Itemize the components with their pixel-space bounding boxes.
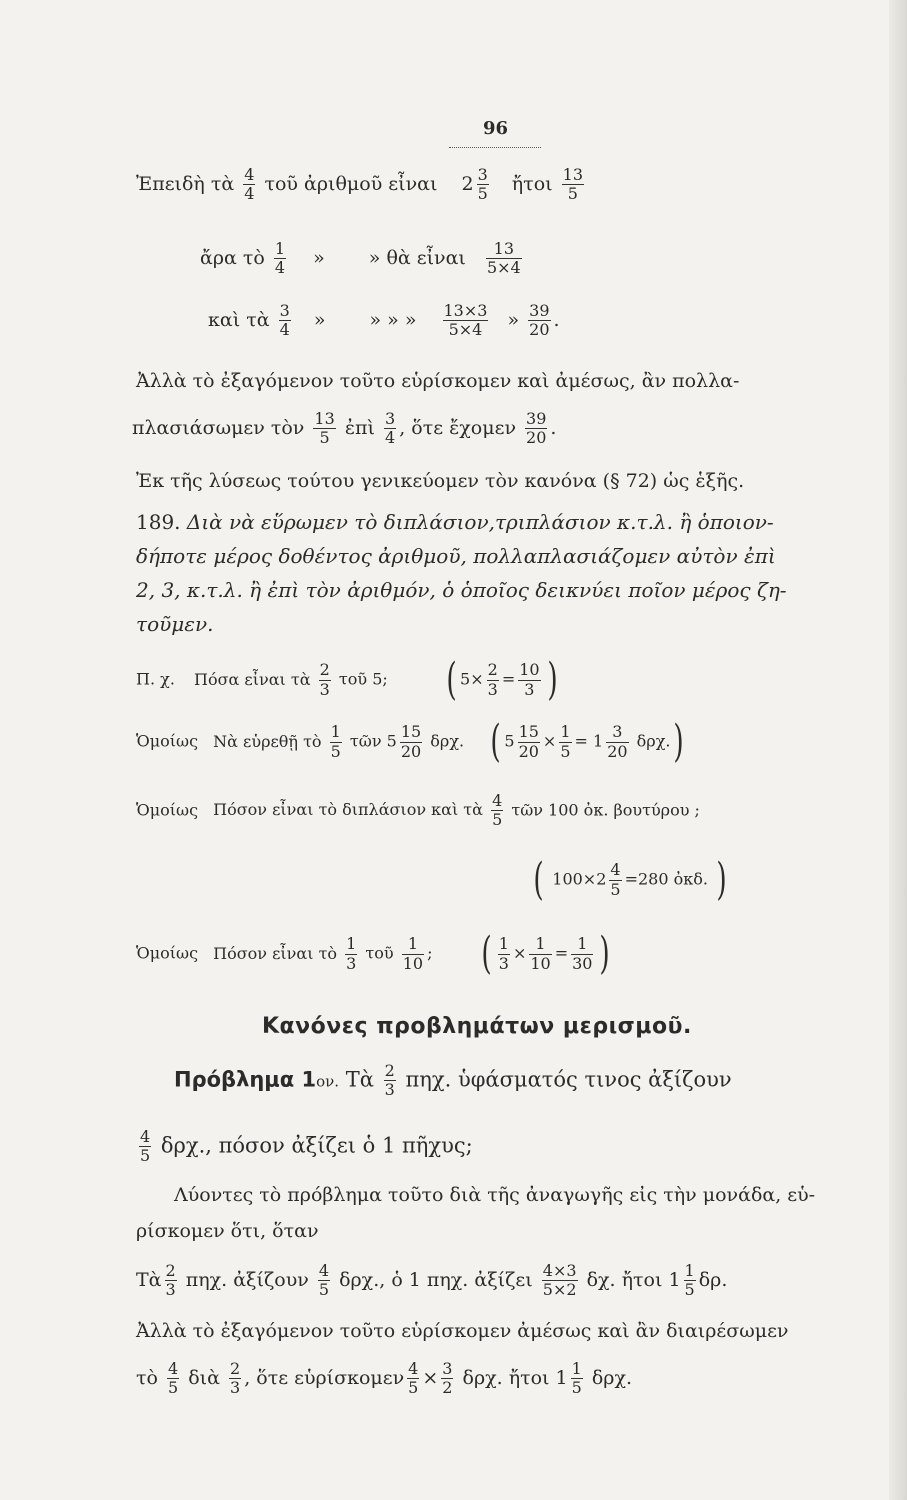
fraction: $\frac{39}{20}$ [529,301,550,340]
left-paren: ( [490,716,501,767]
example-3-answer: ( 100×2 $\frac{4}{5}$ =280 ὀκδ. ) [533,854,727,905]
problem-1-line-2: $\frac{4}{5}$ δρχ., πόσον ἀξίζει ὁ 1 πῆχυς; [140,1127,473,1166]
line-6: Ἐκ τῆς λύσεως τούτου γενικεύομεν τὸν κανόνα (§ 72) ὡς ἑξῆς. [136,470,745,492]
fraction: $\frac{4}{5}$ [492,791,503,830]
rule-189-line-1: 189. Διὰ νὰ εὕρωμεν τὸ διπλάσιον,τριπλάσιον κ.τ.λ. ἢ ὁποιον- [136,510,774,534]
fraction: $\frac{15}{20}$ [400,722,422,761]
fraction: $\frac{3}{2}$ [442,1359,453,1398]
fraction: $\frac{1}{5}$ [571,1359,582,1398]
line-3: καὶ τὰ $\frac{3}{4}$ » » » » $\frac{13\times 3}{5\times 4}$ » $\frac{39}{20}$ . [208,301,560,340]
page-edge [889,0,907,1500]
right-paren: ) [716,854,727,905]
fraction: $\frac{4}{5}$ [610,860,621,899]
fraction: $\frac{3}{4}$ [385,409,396,448]
solution-line-3: Τὰ $\frac{2}{3}$ πηχ. ἀξίζουν $\frac{4}{5}$ δρχ., ὁ 1 πηχ. ἀξίζει $\frac{4\times 3}{5\times 2}$ δχ. ἤτοι 1 $\frac{1}{5}$ δρ. [136,1261,728,1300]
fraction: $\frac{1}{10}$ [402,934,424,973]
fraction: $\frac{4}{5}$ [408,1359,419,1398]
fraction: $\frac{2}{3}$ [384,1061,395,1100]
example-2: Ὁμοίως Νὰ εὑρεθῇ τὸ $\frac{1}{5}$ τῶν 5 $\frac{15}{20}$ δρχ. ( 5 $\frac{15}{20}$ × $\frac{1}{5}$ = 1 $\frac{3}{20}$ δρχ.) [136,716,685,767]
fraction: $\frac{4}{5}$ [140,1127,151,1166]
page-number: 96 [483,118,509,139]
fraction: $\frac{4}{5}$ [318,1261,330,1300]
example-1: Π. χ. Πόσα εἶναι τὰ $\frac{2}{3}$ τοῦ 5; ( 5× $\frac{2}{3}$ = $\frac{10}{3}$ ) [136,654,558,705]
fraction: $\frac{13}{5}$ [562,165,583,204]
fraction: $\frac{10}{3}$ [519,660,540,699]
line-5: πλασιάσωμεν τὸν $\frac{13}{5}$ ἐπὶ $\frac{3}{4}$ , ὅτε ἔχομεν $\frac{39}{20}$ . [132,409,557,448]
fraction: $\frac{1}{3}$ [498,934,509,973]
fraction: $\frac{3}{5}$ [477,165,488,204]
line-1: Ἐπειδὴ τὰ $\frac{4}{4}$ τοῦ ἀριθμοῦ εἶναι 2 $\frac{3}{5}$ ἤτοι $\frac{13}{5}$ [136,165,583,204]
fraction: $\frac{1}{30}$ [572,934,593,973]
fraction: $\frac{13\times 3}{5\times 4}$ [443,301,488,340]
fraction: $\frac{15}{20}$ [518,722,539,761]
solution-line-4: Ἀλλὰ τὸ ἐξαγόμενον τοῦτο εὑρίσκομεν ἀμέσως καὶ ἂν διαιρέσωμεν [136,1320,789,1342]
fraction: $\frac{2}{3}$ [319,660,330,699]
solution-line-5: τὸ $\frac{4}{5}$ διὰ $\frac{2}{3}$ , ὅτε εὑρίσκομεν $\frac{4}{5}$ × $\frac{3}{2}$ δρχ. ἤτοι 1 $\frac{1}{5}$ δρχ. [136,1359,633,1398]
fraction: $\frac{1}{10}$ [530,934,551,973]
right-paren: ) [547,654,558,705]
section-heading: Κανόνες προβλημάτων μερισμοῦ. [262,1014,692,1039]
fraction: $\frac{1}{5}$ [560,722,571,761]
left-paren: ( [446,654,457,705]
rule-189-line-3: 2, 3, κ.τ.λ. ἢ ἐπὶ τὸν ἀριθμόν, ὁ ὁποῖος δεικνύει ποῖον μέρος ζη- [136,578,787,602]
fraction: $\frac{39}{20}$ [526,409,547,448]
fraction: $\frac{1}{3}$ [346,934,357,973]
rule-189-line-2: δήποτε μέρος δοθέντος ἀριθμοῦ, πολλαπλασιάζομεν αὐτὸν ἐπὶ [136,544,776,568]
right-paren: ) [673,716,685,767]
solution-line-2: ρίσκομεν ὅτι, ὅταν [136,1220,319,1242]
fraction: $\frac{1}{5}$ [330,722,341,761]
left-paren: ( [533,854,544,905]
fraction: $\frac{1}{4}$ [274,239,286,278]
fraction: $\frac{1}{5}$ [684,1261,695,1300]
line-2: ἄρα τὸ $\frac{1}{4}$ » » θὰ εἶναι $\frac{13}{5\times 4}$ [200,239,521,278]
fraction: $\frac{3}{20}$ [607,722,628,761]
fraction: $\frac{4}{5}$ [168,1359,179,1398]
fraction: $\frac{13}{5}$ [314,409,335,448]
right-paren: ) [599,928,611,979]
rule-189-line-4: τοῦμεν. [136,612,214,636]
fraction: $\frac{2}{3}$ [230,1359,241,1398]
fraction: $\frac{2}{3}$ [487,660,498,699]
fraction: $\frac{4\times 3}{5\times 2}$ [542,1261,577,1300]
fraction: $\frac{2}{3}$ [165,1261,176,1300]
problem-1-line-1: Πρόβλημα 1ον. Τὰ $\frac{2}{3}$ πηχ. ὑφάσματός τινος ἀξίζουν [174,1061,732,1100]
page-number-rule [449,147,541,148]
solution-line-1: Λύοντες τὸ πρόβλημα τοῦτο διὰ τῆς ἀναγωγῆς εἰς τὴν μονάδα, εὑ- [174,1184,816,1206]
example-4: Ὁμοίως Πόσον εἶναι τὸ $\frac{1}{3}$ τοῦ $\frac{1}{10}$ ; ( $\frac{1}{3}$ × $\frac{1}{10}$ = $\frac{1}{30}$ ) [136,928,611,979]
left-paren: ( [481,928,492,979]
fraction: $\frac{4}{4}$ [244,165,255,204]
example-3: Ὁμοίως Πόσον εἶναι τὸ διπλάσιον καὶ τὰ $\frac{4}{5}$ τῶν 100 ὀκ. βουτύρου ; [136,791,700,830]
fraction: $\frac{3}{4}$ [279,301,290,340]
fraction: $\frac{13}{5\times 4}$ [486,239,521,278]
line-4: Ἀλλὰ τὸ ἐξαγόμενον τοῦτο εὑρίσκομεν καὶ ἀμέσως, ἂν πολλα- [136,370,740,392]
